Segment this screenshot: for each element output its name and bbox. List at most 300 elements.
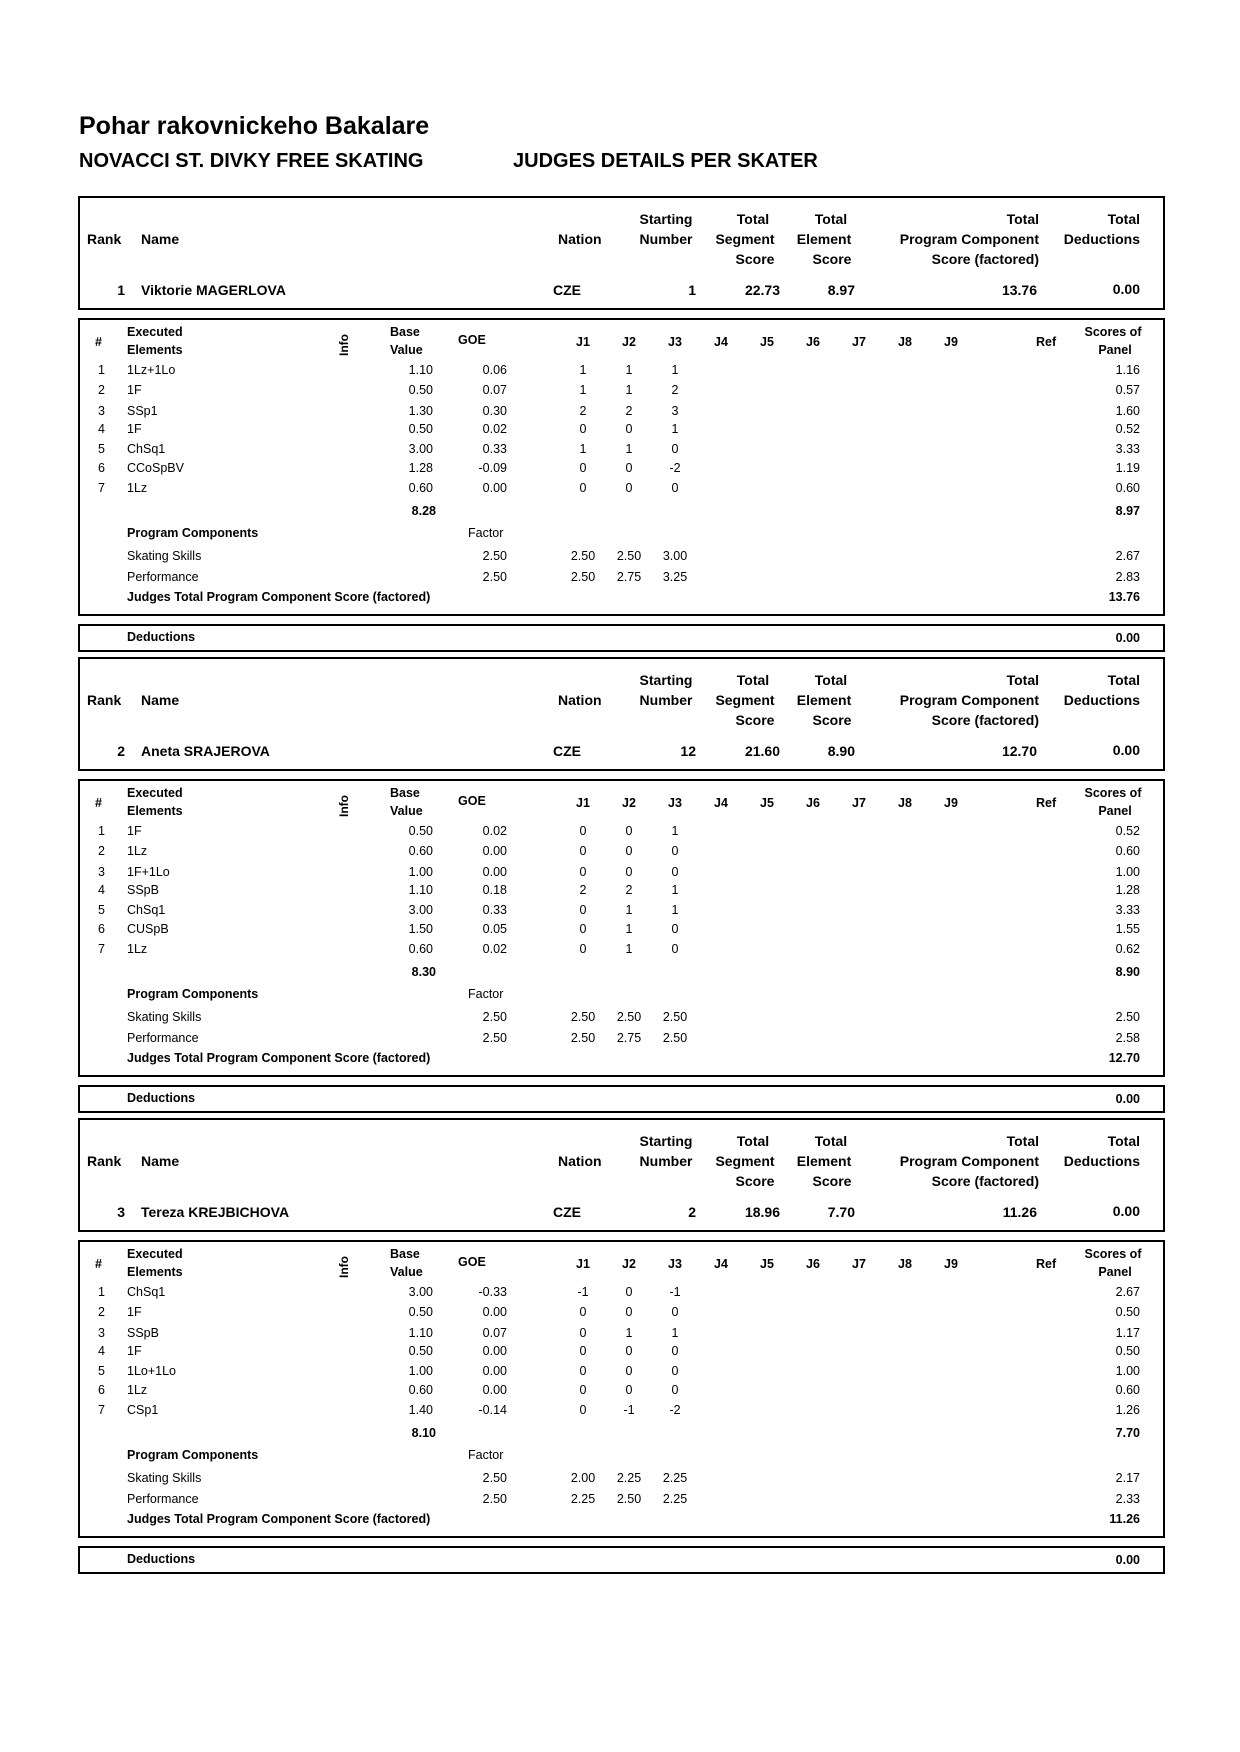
element-code: 1F	[127, 422, 142, 436]
element-panel-score: 1.19	[1115, 461, 1140, 475]
judge-component-score: 3.25	[662, 570, 688, 584]
element-panel-score: 0.50	[1115, 1305, 1140, 1319]
segment-score-header: Score	[735, 712, 775, 728]
skater-name: Aneta SRAJEROVA	[141, 743, 270, 759]
base-value-header: Value	[390, 1265, 423, 1279]
nation-header: Nation	[558, 231, 602, 247]
pcs-header: Score (factored)	[931, 712, 1039, 728]
judge-component-score: 2.50	[570, 570, 596, 584]
pcs-header: Total	[1006, 1133, 1039, 1149]
judge-goe: 2	[625, 404, 633, 418]
judge-goe: 0	[625, 1344, 633, 1358]
judges-total-pcs-value: 13.76	[1108, 590, 1140, 604]
element-panel-score: 1.17	[1115, 1326, 1140, 1340]
element-number: 2	[98, 844, 105, 858]
judge-goe: 0	[671, 922, 679, 936]
judge-goe: -2	[669, 461, 681, 475]
segment-score-header: Total	[736, 211, 770, 227]
scores-of-panel-header: Panel	[1098, 343, 1132, 357]
element-code: ChSq1	[127, 1285, 166, 1299]
hash-header: #	[95, 335, 102, 349]
element-code: SSpB	[127, 883, 159, 897]
judge-goe: 0	[625, 824, 633, 838]
judge-component-score: 2.50	[570, 1031, 596, 1045]
element-goe: 0.05	[482, 922, 507, 936]
judge-header: J7	[852, 335, 866, 349]
judge-goe: 0	[579, 1326, 587, 1340]
element-number: 4	[98, 883, 105, 897]
judge-goe: 0	[625, 1383, 633, 1397]
base-value-total: 8.30	[411, 965, 436, 979]
pcs-value: 11.26	[1002, 1204, 1037, 1220]
judge-goe: 1	[671, 824, 679, 838]
judge-goe: 1	[579, 383, 587, 397]
info-header: Info	[337, 1256, 351, 1278]
name-header: Name	[141, 231, 180, 247]
element-code: SSp1	[127, 404, 158, 418]
element-code: 1Lz+1Lo	[127, 363, 176, 377]
judge-goe: 0	[579, 481, 587, 495]
segment-score-value: 21.60	[744, 743, 780, 759]
segment-score-header: Segment	[715, 231, 775, 247]
element-goe: 0.02	[482, 422, 507, 436]
element-number: 7	[98, 942, 105, 956]
judge-header: J3	[668, 1257, 682, 1271]
element-code: 1F	[127, 1344, 142, 1358]
judge-goe: 0	[579, 1383, 587, 1397]
judge-header: J9	[944, 1257, 958, 1271]
judge-goe: 0	[625, 865, 633, 879]
element-score-header: Element	[796, 1153, 852, 1169]
component-panel-score: 2.58	[1115, 1031, 1140, 1045]
starting-number-value: 1	[688, 282, 696, 298]
judge-header: J3	[668, 796, 682, 810]
rank-header: Rank	[87, 692, 122, 708]
judge-component-score: 3.00	[662, 549, 688, 563]
judge-goe: 0	[625, 1364, 633, 1378]
element-score-value: 7.70	[827, 1204, 855, 1220]
element-number: 3	[98, 865, 105, 879]
judge-goe: 0	[579, 865, 587, 879]
element-goe: -0.09	[478, 461, 507, 475]
judge-goe: 0	[671, 481, 679, 495]
judge-goe: 1	[579, 442, 587, 456]
deductions-box	[78, 1085, 1165, 1113]
judge-goe: 0	[671, 1305, 679, 1319]
factor-header: Factor	[468, 1448, 504, 1462]
base-value-total: 8.28	[411, 504, 436, 518]
judge-component-score: 2.50	[662, 1010, 688, 1024]
judge-header: J6	[806, 335, 820, 349]
element-base-value: 0.50	[408, 1305, 433, 1319]
element-code: ChSq1	[127, 442, 166, 456]
element-number: 4	[98, 422, 105, 436]
starting-number-value: 2	[688, 1204, 696, 1220]
ref-header: Ref	[1036, 335, 1057, 349]
judge-goe: 1	[625, 922, 633, 936]
judge-goe: 0	[671, 1364, 679, 1378]
judges-total-pcs-label: Judges Total Program Component Score (factored)	[127, 1051, 431, 1065]
deductions-header: Total	[1107, 672, 1140, 688]
component-factor: 2.50	[482, 1031, 507, 1045]
element-score-header: Element	[796, 231, 852, 247]
judge-goe: 0	[579, 1344, 587, 1358]
hash-header: #	[95, 796, 102, 810]
element-goe: 0.33	[482, 903, 507, 917]
element-goe: 0.06	[482, 363, 507, 377]
deductions-header: Total	[1107, 211, 1140, 227]
judge-goe: 0	[579, 1364, 587, 1378]
judge-header: J8	[898, 1257, 912, 1271]
element-base-value: 3.00	[408, 442, 433, 456]
skater-name: Viktorie MAGERLOVA	[141, 282, 286, 298]
element-score-header: Score	[812, 712, 852, 728]
starting-number-header: Starting	[639, 1133, 693, 1149]
judge-component-score: 2.50	[616, 1010, 642, 1024]
judge-component-score: 2.50	[570, 549, 596, 563]
deductions-header: Total	[1107, 1133, 1140, 1149]
starting-number-header: Starting	[639, 211, 693, 227]
component-name: Skating Skills	[127, 1471, 202, 1485]
element-number: 5	[98, 442, 105, 456]
pcs-value: 13.76	[1001, 282, 1037, 298]
deductions-header: Deductions	[1063, 1153, 1140, 1169]
scores-of-panel-header: Panel	[1098, 1265, 1132, 1279]
judge-goe: 2	[579, 404, 587, 418]
element-code: 1Lo+1Lo	[127, 1364, 177, 1378]
judge-goe: 0	[671, 1383, 679, 1397]
element-base-value: 1.00	[408, 865, 433, 879]
judge-header: J7	[852, 1257, 866, 1271]
nation-value: CZE	[553, 743, 581, 759]
judge-header: J5	[760, 335, 774, 349]
judge-goe: 1	[625, 363, 633, 377]
deductions-header: Deductions	[1063, 231, 1140, 247]
element-base-value: 0.50	[408, 824, 433, 838]
element-number: 1	[98, 363, 105, 377]
goe-header: GOE	[458, 333, 486, 347]
hash-header: #	[95, 1257, 102, 1271]
scores-of-panel-header: Scores of	[1084, 1247, 1142, 1261]
element-code: SSpB	[127, 1326, 159, 1340]
judge-goe: 0	[625, 1305, 633, 1319]
judge-component-score: 2.75	[616, 570, 642, 584]
deductions-total: 0.00	[1115, 631, 1140, 645]
starting-number-header: Number	[639, 231, 693, 247]
component-factor: 2.50	[482, 549, 507, 563]
judge-goe: 0	[625, 422, 633, 436]
element-score-header: Total	[814, 211, 848, 227]
element-code: 1Lz	[127, 481, 148, 495]
judge-goe: 0	[579, 1403, 587, 1417]
judge-goe: -1	[669, 1285, 681, 1299]
scores-of-panel-header: Scores of	[1084, 325, 1142, 339]
judge-goe: 2	[579, 883, 587, 897]
component-factor: 2.50	[482, 1010, 507, 1024]
pcs-value: 12.70	[1001, 743, 1037, 759]
judge-goe: 1	[671, 422, 679, 436]
element-base-value: 1.10	[408, 363, 433, 377]
element-code: 1Lz	[127, 942, 148, 956]
judge-goe: 0	[579, 942, 587, 956]
component-panel-score: 2.67	[1115, 549, 1140, 563]
ref-header: Ref	[1036, 796, 1057, 810]
element-base-value: 0.60	[408, 942, 433, 956]
element-number: 6	[98, 461, 105, 475]
element-code: 1F	[127, 383, 142, 397]
judge-header: J1	[576, 796, 590, 810]
judge-goe: 1	[671, 903, 679, 917]
deductions-total: 0.00	[1115, 1553, 1140, 1567]
segment-score-header: Total	[736, 1133, 770, 1149]
nation-header: Nation	[558, 692, 602, 708]
element-number: 1	[98, 1285, 105, 1299]
element-panel-score: 0.52	[1115, 824, 1140, 838]
deductions-box	[78, 1546, 1165, 1574]
element-base-value: 0.50	[408, 422, 433, 436]
starting-number-value: 12	[680, 743, 696, 759]
component-panel-score: 2.33	[1115, 1492, 1140, 1506]
element-goe: 0.00	[482, 1344, 507, 1358]
nation-header: Nation	[558, 1153, 602, 1169]
judge-header: J6	[806, 1257, 820, 1271]
component-panel-score: 2.17	[1115, 1471, 1140, 1485]
element-number: 3	[98, 404, 105, 418]
judge-header: J9	[944, 335, 958, 349]
judge-component-score: 2.50	[570, 1010, 596, 1024]
rank-value: 3	[117, 1204, 125, 1220]
executed-elements-header: Executed	[127, 1247, 183, 1261]
name-header: Name	[141, 692, 180, 708]
element-code: 1F	[127, 1305, 142, 1319]
judge-header: J6	[806, 796, 820, 810]
element-code: CUSpB	[127, 922, 169, 936]
element-panel-score: 1.16	[1115, 363, 1140, 377]
element-panel-score: 1.55	[1115, 922, 1140, 936]
component-name: Skating Skills	[127, 1010, 202, 1024]
judge-component-score: 2.50	[616, 1492, 642, 1506]
element-number: 7	[98, 481, 105, 495]
name-header: Name	[141, 1153, 180, 1169]
factor-header: Factor	[468, 987, 504, 1001]
judge-goe: 2	[671, 383, 679, 397]
judge-header: J1	[576, 335, 590, 349]
deductions-box	[78, 624, 1165, 652]
judge-header: J8	[898, 796, 912, 810]
element-code: ChSq1	[127, 903, 166, 917]
judge-goe: 0	[671, 844, 679, 858]
element-goe: 0.07	[482, 1326, 507, 1340]
element-panel-score: 1.60	[1115, 404, 1140, 418]
element-base-value: 0.50	[408, 383, 433, 397]
judge-component-score: 2.25	[570, 1492, 596, 1506]
base-value-total: 8.10	[411, 1426, 436, 1440]
judge-header: J9	[944, 796, 958, 810]
deductions-label: Deductions	[127, 1091, 196, 1105]
element-goe: 0.33	[482, 442, 507, 456]
component-panel-score: 2.50	[1115, 1010, 1140, 1024]
element-panel-score: 1.26	[1115, 1403, 1140, 1417]
judge-goe: 0	[625, 1285, 633, 1299]
judge-header: J5	[760, 1257, 774, 1271]
judge-header: J3	[668, 335, 682, 349]
pcs-header: Score (factored)	[931, 1173, 1039, 1189]
rank-header: Rank	[87, 1153, 122, 1169]
skater-name: Tereza KREJBICHOVA	[141, 1204, 290, 1220]
judge-component-score: 2.50	[616, 549, 642, 563]
base-value-header: Base	[390, 786, 420, 800]
element-code: 1Lz	[127, 844, 148, 858]
starting-number-header: Number	[639, 692, 693, 708]
program-components-header: Program Components	[127, 987, 259, 1001]
rank-value: 1	[117, 282, 125, 298]
element-base-value: 1.28	[408, 461, 433, 475]
deductions-value: 0.00	[1112, 742, 1140, 758]
judge-goe: -1	[623, 1403, 635, 1417]
element-goe: 0.00	[482, 1305, 507, 1319]
element-goe: 0.00	[482, 1364, 507, 1378]
element-score-header: Score	[812, 1173, 852, 1189]
executed-elements-header: Elements	[127, 804, 183, 818]
deductions-label: Deductions	[127, 1552, 196, 1566]
judge-goe: 0	[579, 461, 587, 475]
element-number: 4	[98, 1344, 105, 1358]
element-panel-score: 0.62	[1115, 942, 1140, 956]
element-panel-score: 3.33	[1115, 903, 1140, 917]
element-number: 2	[98, 1305, 105, 1319]
judge-goe: 0	[625, 481, 633, 495]
element-number: 1	[98, 824, 105, 838]
judge-header: J7	[852, 796, 866, 810]
judges-total-pcs-value: 11.26	[1109, 1512, 1140, 1526]
pcs-header: Total	[1006, 672, 1039, 688]
element-score-header: Total	[814, 1133, 848, 1149]
base-value-header: Base	[390, 325, 420, 339]
element-code: CCoSpBV	[127, 461, 184, 475]
rank-header: Rank	[87, 231, 122, 247]
judge-header: J4	[714, 335, 728, 349]
element-base-value: 1.10	[408, 1326, 433, 1340]
judge-goe: 1	[625, 1326, 633, 1340]
element-panel-score: 0.52	[1115, 422, 1140, 436]
judge-header: J8	[898, 335, 912, 349]
element-score-header: Element	[796, 692, 852, 708]
judges-total-pcs-value: 12.70	[1108, 1051, 1140, 1065]
element-number: 6	[98, 1383, 105, 1397]
component-factor: 2.50	[482, 570, 507, 584]
element-panel-score: 3.33	[1115, 442, 1140, 456]
segment-score-value: 22.73	[744, 282, 780, 298]
program-components-header: Program Components	[127, 526, 259, 540]
segment-score-header: Segment	[715, 1153, 775, 1169]
component-panel-score: 2.83	[1115, 570, 1140, 584]
judge-goe: 0	[579, 824, 587, 838]
pcs-header: Program Component	[899, 1153, 1039, 1169]
element-number: 7	[98, 1403, 105, 1417]
goe-header: GOE	[458, 794, 486, 808]
judge-goe: 0	[671, 442, 679, 456]
element-panel-score: 0.57	[1115, 383, 1140, 397]
judge-header: J5	[760, 796, 774, 810]
element-panel-score: 0.60	[1115, 1383, 1140, 1397]
component-name: Performance	[127, 570, 199, 584]
judge-header: J2	[622, 1257, 636, 1271]
element-goe: 0.30	[482, 404, 507, 418]
deductions-label: Deductions	[127, 630, 196, 644]
judge-header: J1	[576, 1257, 590, 1271]
factor-header: Factor	[468, 526, 504, 540]
judges-total-pcs-label: Judges Total Program Component Score (factored)	[127, 1512, 431, 1526]
judge-goe: 0	[579, 903, 587, 917]
scores-of-panel-header: Scores of	[1084, 786, 1142, 800]
executed-elements-header: Executed	[127, 325, 183, 339]
judge-header: J2	[622, 796, 636, 810]
judge-component-score: 2.25	[662, 1492, 688, 1506]
element-score-header: Score	[812, 251, 852, 267]
judge-header: J2	[622, 335, 636, 349]
element-number: 3	[98, 1326, 105, 1340]
elements-score-total: 7.70	[1115, 1426, 1140, 1440]
component-name: Performance	[127, 1031, 199, 1045]
executed-elements-header: Elements	[127, 1265, 183, 1279]
element-base-value: 1.40	[408, 1403, 433, 1417]
element-goe: 0.00	[482, 865, 507, 879]
rank-value: 2	[117, 743, 125, 759]
segment-score-header: Segment	[715, 692, 775, 708]
component-name: Performance	[127, 1492, 199, 1506]
program-components-header: Program Components	[127, 1448, 259, 1462]
judge-goe: 0	[579, 1305, 587, 1319]
element-base-value: 1.10	[408, 883, 433, 897]
report-title: JUDGES DETAILS PER SKATER	[513, 150, 818, 172]
judge-component-score: 2.50	[662, 1031, 688, 1045]
judge-header: J4	[714, 1257, 728, 1271]
elements-score-total: 8.90	[1115, 965, 1140, 979]
element-goe: 0.00	[482, 1383, 507, 1397]
judge-component-score: 2.75	[616, 1031, 642, 1045]
element-code: 1Lz	[127, 1383, 148, 1397]
judge-goe: -2	[669, 1403, 681, 1417]
element-panel-score: 1.28	[1115, 883, 1140, 897]
executed-elements-header: Executed	[127, 786, 183, 800]
element-panel-score: 1.00	[1115, 1364, 1140, 1378]
component-name: Skating Skills	[127, 549, 202, 563]
judge-goe: 0	[579, 422, 587, 436]
element-panel-score: 0.50	[1115, 1344, 1140, 1358]
segment-score-header: Total	[736, 672, 770, 688]
judge-goe: 1	[579, 363, 587, 377]
element-panel-score: 0.60	[1115, 844, 1140, 858]
pcs-header: Score (factored)	[931, 251, 1039, 267]
segment-score-value: 18.96	[744, 1204, 780, 1220]
element-base-value: 3.00	[408, 1285, 433, 1299]
deductions-total: 0.00	[1115, 1092, 1140, 1106]
element-goe: 0.00	[482, 481, 507, 495]
element-base-value: 1.30	[408, 404, 433, 418]
starting-number-header: Starting	[639, 672, 693, 688]
element-panel-score: 1.00	[1115, 865, 1140, 879]
category-segment: NOVACCI ST. DIVKY FREE SKATING	[79, 150, 424, 172]
judge-component-score: 2.25	[662, 1471, 688, 1485]
component-factor: 2.50	[482, 1471, 507, 1485]
judge-goe: 1	[625, 903, 633, 917]
judge-goe: 1	[671, 883, 679, 897]
info-header: Info	[337, 795, 351, 817]
element-base-value: 1.00	[408, 1364, 433, 1378]
info-header: Info	[337, 334, 351, 356]
judge-component-score: 2.00	[570, 1471, 596, 1485]
judge-goe: -1	[577, 1285, 589, 1299]
